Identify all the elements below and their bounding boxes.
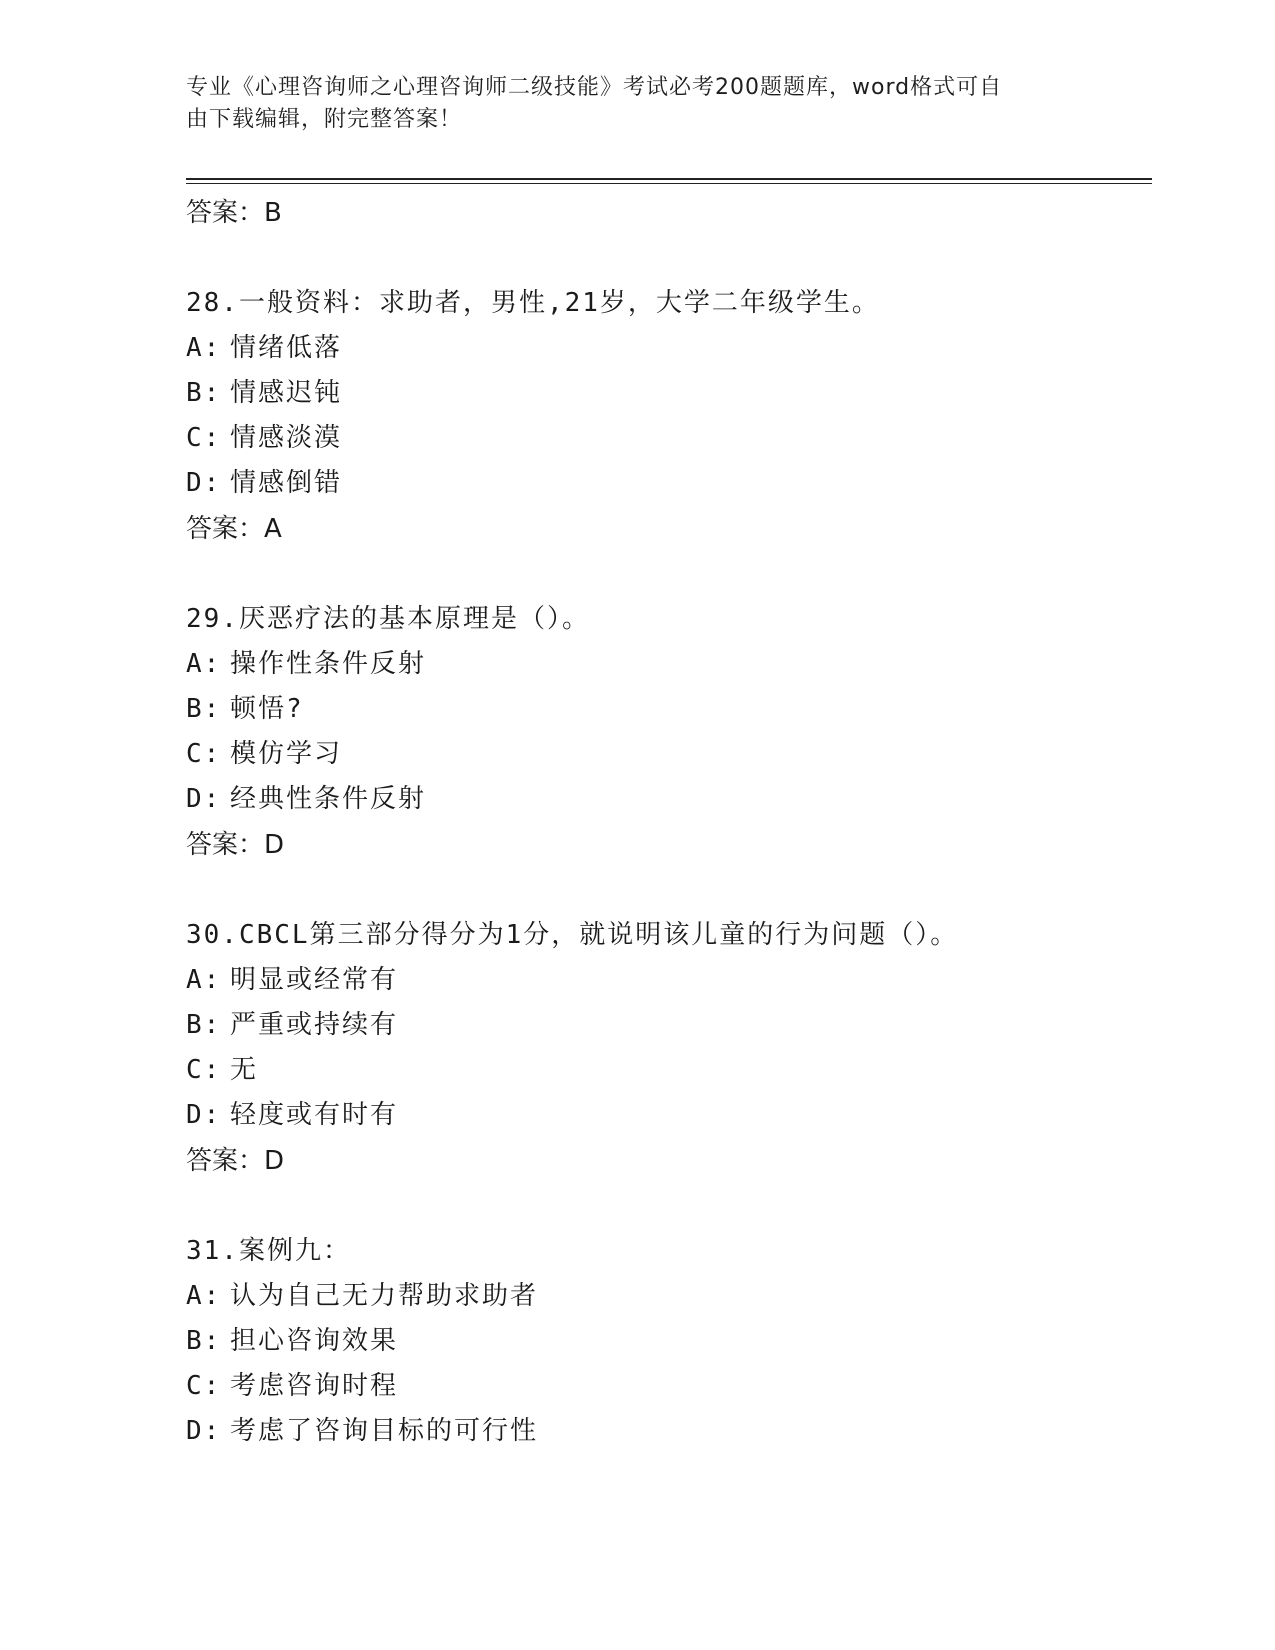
option-d — [186, 461, 1146, 506]
option-text: 无 — [230, 1055, 259, 1085]
option-text: 担心咨询效果 — [230, 1326, 399, 1356]
option-d — [186, 1093, 1146, 1138]
option-text: 认为自己无力帮助求助者 — [230, 1281, 539, 1311]
option-key: C: — [186, 1371, 222, 1401]
option-text: 模仿学习 — [230, 739, 343, 769]
option-b — [186, 371, 1146, 416]
header-divider-thick — [186, 178, 1152, 180]
option-text: 情感倒错 — [230, 468, 343, 498]
answer-line: 答案：D — [186, 1146, 285, 1176]
document-header — [186, 72, 1066, 136]
option-key: A: — [186, 1281, 222, 1311]
option-a — [186, 642, 1146, 687]
option-key: B: — [186, 694, 222, 724]
option-a — [186, 326, 1146, 371]
answer-line: 答案：B — [186, 198, 282, 228]
spacer — [186, 1184, 1146, 1229]
option-text: 考虑咨询时程 — [230, 1371, 399, 1401]
option-key: B: — [186, 378, 222, 408]
question-block — [186, 597, 1146, 868]
option-key: A: — [186, 965, 222, 995]
option-text: 操作性条件反射 — [230, 649, 427, 679]
header-line-1: 专业《心理咨询师之心理咨询师二级技能》考试必考200题题库，word格式可自 — [186, 75, 1003, 100]
question-text: 29.厌恶疗法的基本原理是（）。 — [186, 604, 590, 634]
option-a — [186, 958, 1146, 1003]
option-key: C: — [186, 739, 222, 769]
question-text: 28.一般资料：求助者，男性,21岁，大学二年级学生。 — [186, 288, 880, 318]
answer-line: 答案：A — [186, 514, 282, 544]
option-key: D: — [186, 784, 222, 814]
answer-line: 答案：D — [186, 830, 285, 860]
option-text: 情感迟钝 — [230, 378, 343, 408]
option-key: B: — [186, 1010, 222, 1040]
question-block — [186, 281, 1146, 552]
option-text: 轻度或有时有 — [230, 1100, 399, 1130]
option-key: A: — [186, 649, 222, 679]
option-key: D: — [186, 1416, 222, 1446]
option-text: 情绪低落 — [230, 333, 343, 363]
option-text: 顿悟? — [230, 694, 304, 724]
option-c — [186, 1048, 1146, 1093]
option-text: 严重或持续有 — [230, 1010, 399, 1040]
option-text: 考虑了咨询目标的可行性 — [230, 1416, 539, 1446]
option-c — [186, 732, 1146, 777]
question-block — [186, 913, 1146, 1184]
header-divider-thin — [186, 183, 1152, 184]
option-a — [186, 1274, 1146, 1319]
option-key: A: — [186, 333, 222, 363]
option-key: D: — [186, 1100, 222, 1130]
spacer — [186, 552, 1146, 597]
option-d — [186, 1409, 1146, 1454]
option-key: B: — [186, 1326, 222, 1356]
header-line-2: 由下载编辑，附完整答案！ — [186, 107, 463, 132]
option-b — [186, 1003, 1146, 1048]
option-b — [186, 1319, 1146, 1364]
option-text: 明显或经常有 — [230, 965, 399, 995]
question-list — [186, 190, 1146, 1454]
option-key: C: — [186, 1055, 222, 1085]
option-c — [186, 1364, 1146, 1409]
option-key: D: — [186, 468, 222, 498]
option-text: 情感淡漠 — [230, 423, 343, 453]
option-c — [186, 416, 1146, 461]
question-block — [186, 1229, 1146, 1454]
spacer — [186, 236, 1146, 281]
option-b — [186, 687, 1146, 732]
option-key: C: — [186, 423, 222, 453]
spacer — [186, 868, 1146, 913]
option-text: 经典性条件反射 — [230, 784, 427, 814]
question-text: 30.CBCL第三部分得分为1分，就说明该儿童的行为问题（）。 — [186, 920, 959, 950]
option-d — [186, 777, 1146, 822]
question-text: 31.案例九： — [186, 1236, 351, 1266]
